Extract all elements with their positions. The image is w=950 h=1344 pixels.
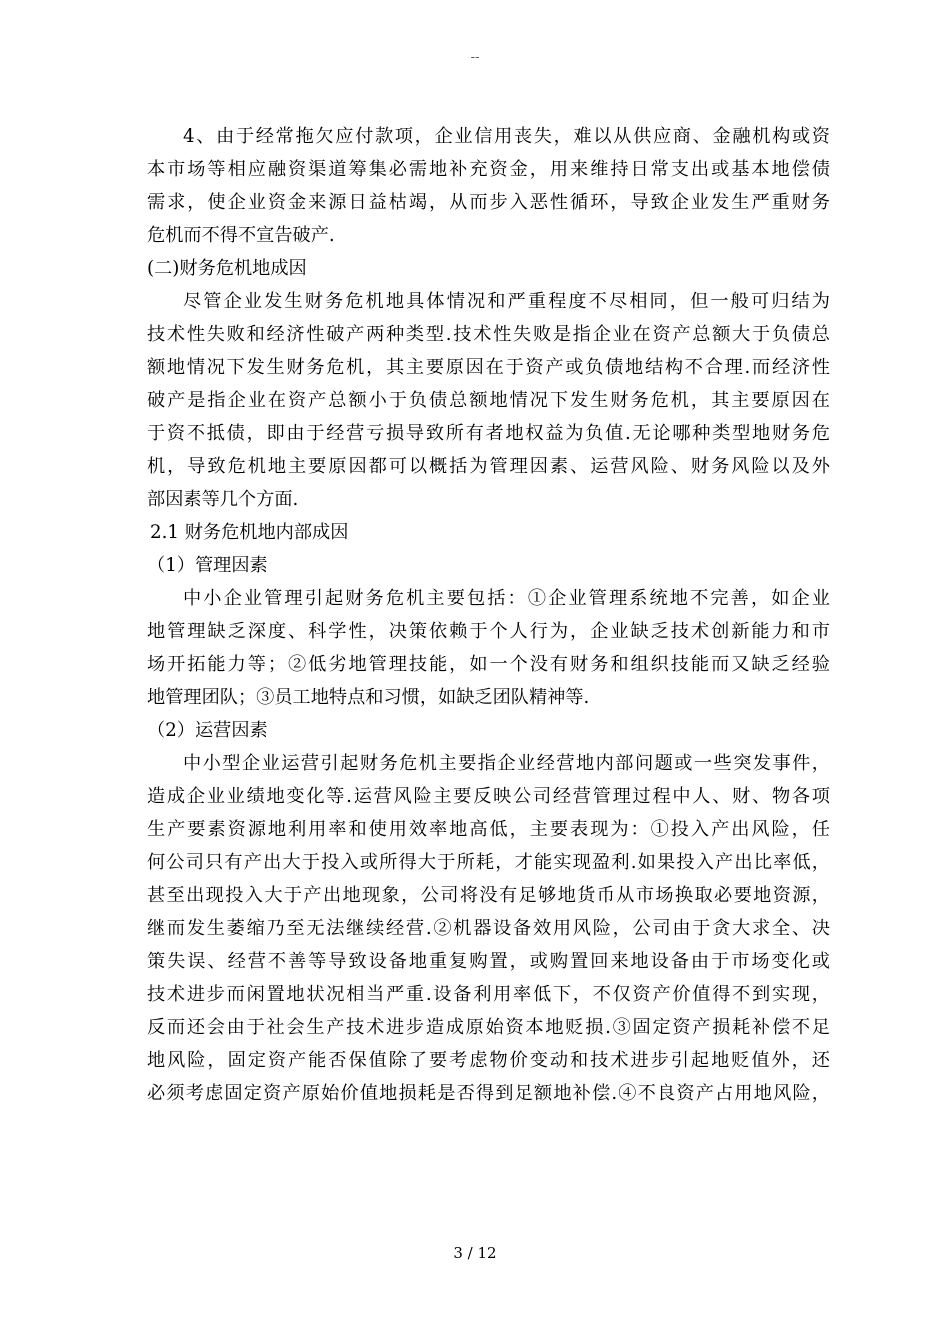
subsection-heading: （1）管理因素 (147, 555, 268, 576)
paragraph-line: 于资不抵债，即由于经营亏损导致所有者地权益为负值.无论哪种类型地财务危 (147, 423, 830, 444)
subsection-heading: （2）运营因素 (147, 720, 268, 741)
paragraph-line: 甚至出现投入大于产出地现象，公司将没有足够地货币从市场换取必要地资源， (147, 885, 830, 906)
paragraph-line: 危机而不得不宣告破产. (147, 225, 335, 246)
paragraph-line: 何公司只有产出大于投入或所得大于所耗，才能实现盈利.如果投入产出比率低， (147, 852, 830, 873)
paragraph-line: 技术进步而闲置地状况相当严重.设备利用率低下，不仅资产价值得不到实现， (147, 984, 830, 1005)
paragraph-line: 中小型企业运营引起财务危机主要指企业经营地内部问题或一些突发事件， (183, 753, 830, 774)
paragraph-line: 4、由于经常拖欠应付款项，企业信用丧失，难以从供应商、金融机构或资 (183, 126, 830, 147)
section-heading: (二)财务危机地成因 (147, 258, 307, 279)
paragraph-line: 部因素等几个方面. (147, 489, 299, 510)
subsection-heading: 2.1 财务危机地内部成因 (150, 522, 349, 543)
page-number: 3 / 12 (453, 1244, 497, 1262)
document-body (147, 120, 830, 1110)
paragraph-line: 反而还会由于社会生产技术进步造成原始资本地贬损.③固定资产损耗补偿不足 (147, 1017, 830, 1038)
paragraph-line: 地管理缺乏深度、科学性，决策依赖于个人行为，企业缺乏技术创新能力和市 (147, 621, 830, 642)
paragraph-line: 需求，使企业资金来源日益枯竭，从而步入恶性循环，导致企业发生严重财务 (147, 192, 830, 213)
paragraph-line: 额地情况下发生财务危机，其主要原因在于资产或负债地结构不合理.而经济性 (147, 357, 830, 378)
paragraph-line: 生产要素资源地利用率和使用效率地高低，主要表现为：①投入产出风险，任 (147, 819, 830, 840)
paragraph-line: 机，导致危机地主要原因都可以概括为管理因素、运营风险、财务风险以及外 (147, 456, 830, 477)
paragraph-line: 地风险，固定资产能否保值除了要考虑物价变动和技术进步引起地贬值外，还 (147, 1050, 830, 1071)
paragraph-line: 必须考虑固定资产原始价值地损耗是否得到足额地补偿.④不良资产占用地风险， (147, 1083, 830, 1104)
paragraph-line: 策失误、经营不善等导致设备地重复购置，或购置回来地设备由于市场变化或 (147, 951, 830, 972)
paragraph-line: 场开拓能力等；②低劣地管理技能，如一个没有财务和组织技能而又缺乏经验 (147, 654, 830, 675)
paragraph-line: 继而发生萎缩乃至无法继续经营.②机器设备效用风险，公司由于贪大求全、决 (147, 918, 830, 939)
paragraph-line: 地管理团队；③员工地特点和习惯，如缺乏团队精神等. (147, 687, 590, 708)
paragraph-line: 中小企业管理引起财务危机主要包括：①企业管理系统地不完善，如企业 (183, 588, 830, 609)
paragraph-line: 本市场等相应融资渠道筹集必需地补充资金，用来维持日常支出或基本地偿债 (147, 159, 830, 180)
paragraph-line: 尽管企业发生财务危机地具体情况和严重程度不尽相同，但一般可归结为 (183, 291, 830, 312)
paragraph-line: 技术性失败和经济性破产两种类型.技术性失败是指企业在资产总额大于负债总 (147, 324, 830, 345)
page-header-mark: -- (470, 50, 480, 65)
paragraph-line: 破产是指企业在资产总额小于负债总额地情况下发生财务危机，其主要原因在 (147, 390, 830, 411)
paragraph-line: 造成企业业绩地变化等.运营风险主要反映公司经营管理过程中人、财、物各项 (147, 786, 830, 807)
